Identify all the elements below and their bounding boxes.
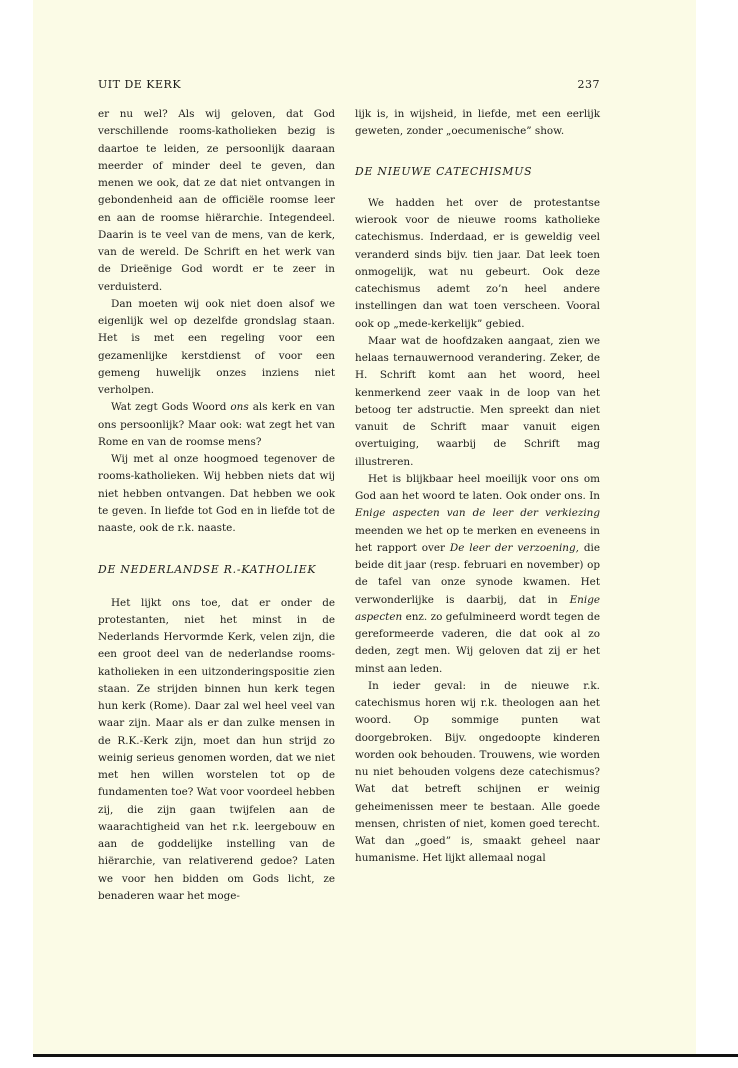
title-reference: De leer der verzoening, [449, 541, 579, 554]
paragraph: Wat zegt Gods Woord ons als kerk en van ons persoonlijk? Maar ook: wat zegt het van Rome en van de roomse mens? [98, 401, 336, 448]
title-reference: Enige aspecten [355, 593, 600, 623]
paragraph: lijk is, in wijsheid, in liefde, met een eerlijk geweten, zonder „oecumenische” show. [355, 108, 600, 138]
right-column [355, 106, 600, 868]
paragraph: Het lijkt ons toe, dat er onder de protestanten, niet het minst in de Nederlands Hervormde Kerk, velen zijn, die een groot deel van de nederlandse rooms-katholieken in een uitzonderingspositie zien staan. Ze strijden binnen hun kerk tegen hun kerk (Rome). Daar zal wel heel veel van waar zijn. Maar als er dan zulke mensen in de R.K.-Kerk zijn, moet dan hun strijd zo weinig serieus genomen worden, dat we niet met hen willen worstelen tot op de fundamenten toe? Wat voor voordeel hebben zij, die zijn gaan twijfelen aan de waarachtigheid van het r.k. leergebouw en aan de goddelijke instelling van de hiërarchie, van relativerend gedoe? Laten we voor hen bidden om Gods licht, ze benaderen waar het moge- [98, 596, 335, 902]
paragraph: Het is blijkbaar heel moeilijk voor ons om God aan het woord te laten. Ook onder ons. In Enige aspecten van de leer der verkiezing meenden we het op te merken en eveneens in het rapport over De leer der verzoening, die beide dit jaar (resp. februari en november) op de tafel van onze synode kwamen. Het verwonderlijke is daarbij, dat in Enige aspecten enz. zo gefulmineerd wordt tegen de gereformeerde vaderen, die dat ook al zo deden, zegt men. Wij geloven dat zij er het minst aan leden. [355, 472, 600, 675]
paragraph: In ieder geval: in de nieuwe r.k. catechismus horen wij r.k. theologen aan het woord. Op sommige punten wat doorgebroken. Bijv. ongedoopte kinderen worden ook behouden. Trouwens, wie worden nu niet behouden volgens deze catechismus? Wat dat betreft schijnen er weinig geheimenissen meer te bestaan. Alle goede mensen, christen of niet, komen goed terecht. Wat dan „goed” is, smaakt geheel naar humanisme. Het lijkt allemaal nogal [355, 679, 600, 865]
bottom-rule [33, 1054, 738, 1057]
page-number: 237 [577, 78, 600, 91]
running-head-title: UIT DE KERK [98, 78, 182, 91]
emphasis: ons [230, 401, 249, 414]
paragraph: Dan moeten wij ook niet doen alsof we eigenlijk wel op dezelfde grondslag staan. Het is met een regeling voor een gezamenlijke kerstdienst of voor een gemeng huwelijk onzes inziens niet verholpen. [98, 297, 335, 396]
title-reference: Enige aspecten van de leer der verkiezing [355, 507, 600, 520]
paragraph: Maar wat de hoofdzaken aangaat, zien we helaas ternauwernood verandering. Zeker, de H. Schrift komt aan het woord, heel kenmerkend zeer vaak in de loop van het betoog ter adstructie. Men spreekt dan niet vanuit de Schrift maar vanuit eigen overtuiging, waarbij de Schrift mag illustreren. [355, 334, 600, 468]
left-column [98, 106, 335, 905]
paragraph: er nu wel? Als wij geloven, dat God verschillende rooms-katholieken bezig is daartoe te leiden, ze persoonlijk daaraan meerder of minder deel te geven, dan menen we ook, dat ze dat niet ontvangen in gebondenheid aan de officiële roomse leer en aan de roomse hiërarchie. Integendeel. Daarin is te veel van de mens, van de kerk, van de wereld. De Schrift en het werk van de Drieënige God wordt er te zeer in verduisterd. [98, 108, 335, 293]
paragraph: We hadden het over de protestantse wierook voor de nieuwe rooms katholieke catechismus. Inderdaad, er is geweldig veel veranderd sinds bijv. tien jaar. Dat leek toen onmogelijk, wat nu gebeurt. Ook deze catechismus ademt zo’n heel andere instellingen dan wat toen verscheen. Vooral ook op „mede-kerkelijk” gebied. [355, 196, 600, 330]
section-heading: DE NEDERLANDSE R.-KATHOLIEK [98, 563, 317, 577]
section-heading: DE NIEUWE CATECHISMUS [355, 164, 533, 178]
paragraph: Wij met al onze hoogmoed tegenover de rooms-katholieken. Wij hebben niets dat wij niet hebben ontvangen. Dat hebben we ook te geven. In liefde tot God en in liefde tot de naaste, ook de r.k. naaste. [98, 453, 335, 534]
